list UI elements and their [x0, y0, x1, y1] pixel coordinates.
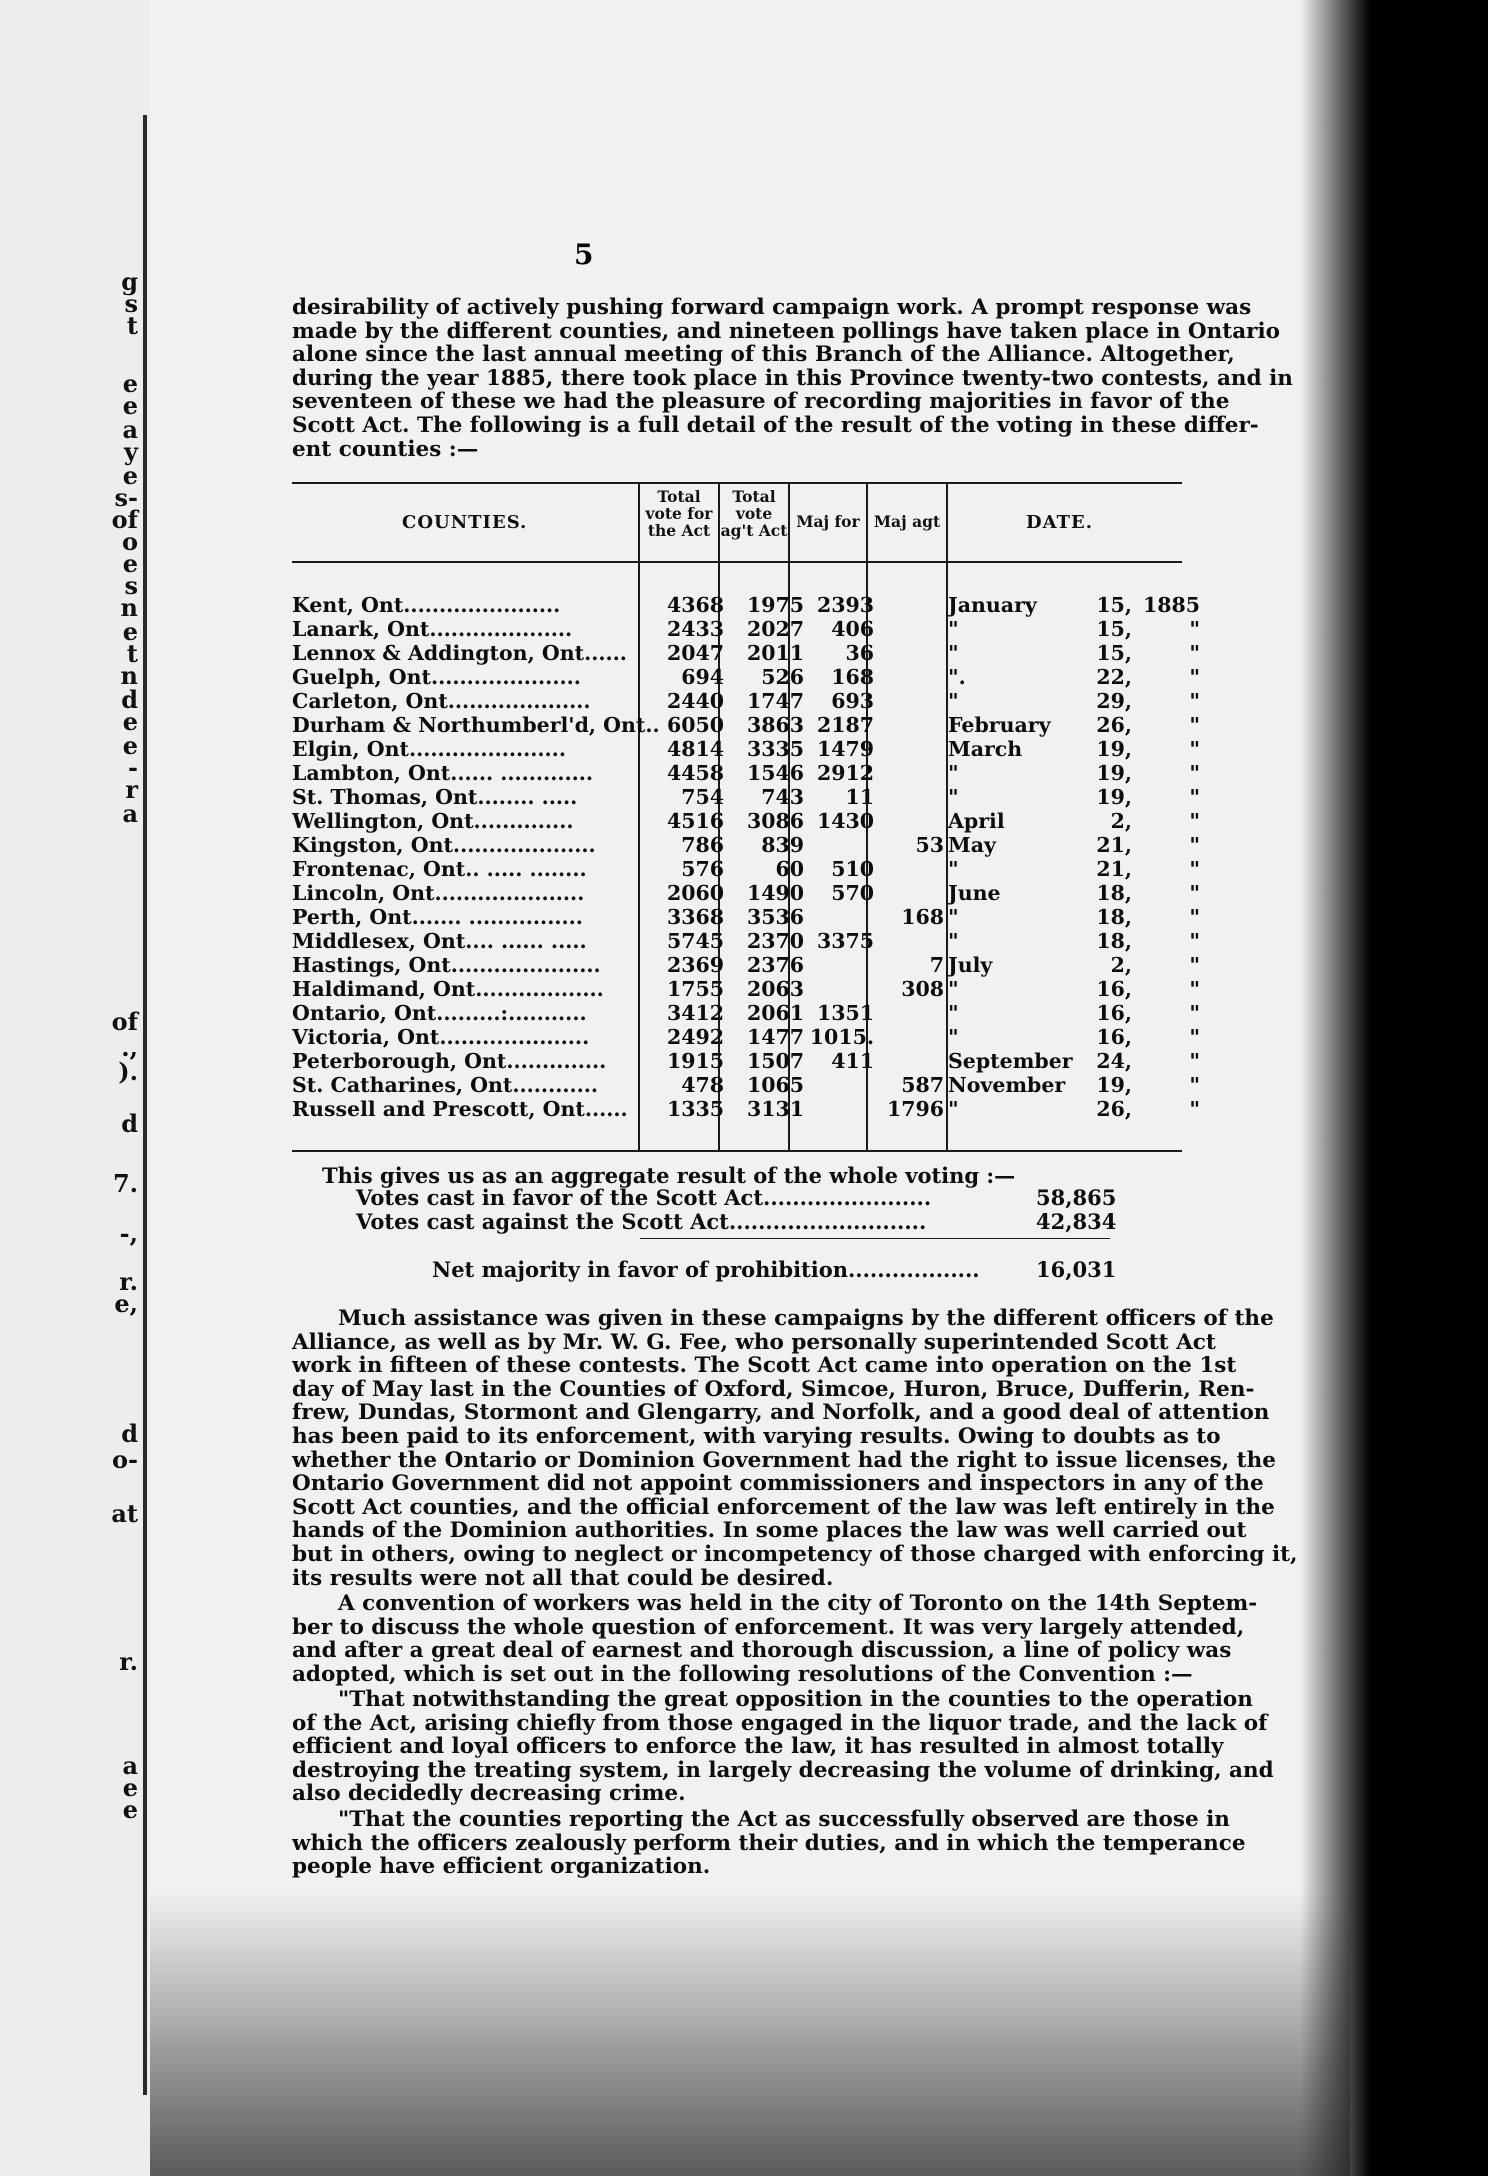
cell-month: "	[948, 785, 959, 809]
fragment-text: of	[111, 505, 138, 534]
cell-year: "	[1189, 929, 1200, 953]
cell-day: 2,	[1110, 809, 1132, 833]
cell-county: Middlesex, Ont.... ...... .....	[292, 929, 587, 953]
cell-county: Hastings, Ont.....................	[292, 953, 601, 977]
text-line: Ontario Government did not appoint commissioners and inspectors in any of the	[292, 1471, 1264, 1497]
fragment-text: at	[111, 1499, 138, 1528]
cell-day: 15,	[1096, 593, 1132, 617]
cell-year: "	[1189, 1073, 1200, 1097]
summary-favor-label: Votes cast in favor of the Scott Act.......................	[356, 1185, 932, 1210]
cell-year: "	[1189, 641, 1200, 665]
cell-agt: 2061	[746, 1001, 804, 1025]
cell-for: 1915	[666, 1049, 724, 1073]
fragment-text: r.	[119, 1647, 138, 1676]
cell-county: Ontario, Ont.........:...........	[292, 1001, 587, 1025]
table-row	[292, 833, 1200, 857]
fragment-text: of	[111, 1007, 138, 1036]
fragment-text: n	[120, 661, 138, 690]
cell-month: "	[948, 929, 959, 953]
cell-day: 19,	[1096, 1073, 1132, 1097]
header-maj-for: Maj for	[796, 512, 860, 531]
table-row	[292, 1001, 1200, 1025]
cell-county: Lennox & Addington, Ont......	[292, 641, 627, 665]
cell-year: "	[1189, 737, 1200, 761]
fragment-text: -,	[119, 1219, 138, 1248]
cell-county: Peterborough, Ont..............	[292, 1049, 607, 1073]
cell-maj-for: 693	[831, 689, 874, 713]
cell-day: 15,	[1096, 641, 1132, 665]
cell-agt: 2370	[746, 929, 804, 953]
cell-year: "	[1189, 1049, 1200, 1073]
text-line: made by the different counties, and nineteen pollings have taken place in Ontario	[292, 318, 1280, 344]
fragment-text: r.	[119, 1267, 138, 1296]
cell-county: Kent, Ont......................	[292, 593, 561, 617]
table-row	[292, 761, 1200, 785]
cell-maj-for: 1015.	[809, 1025, 874, 1049]
cell-year: "	[1189, 1097, 1200, 1121]
text-line: A convention of workers was held in the city of Toronto on the 14th Septem-	[338, 1591, 1258, 1616]
cell-month: "	[948, 977, 959, 1001]
body-paragraph-2	[292, 1591, 1258, 1687]
fragment-text: o	[121, 527, 138, 556]
cell-agt: 3863	[746, 713, 804, 737]
cell-maj-for: 1479	[816, 737, 874, 761]
cell-for: 2369	[666, 953, 724, 977]
fragment-text: e	[122, 369, 138, 398]
cell-year: "	[1189, 857, 1200, 881]
text-line: hands of the Dominion authorities. In some places the law was well carried out	[292, 1518, 1247, 1544]
cell-month: November	[948, 1073, 1066, 1097]
text-line: frew, Dundas, Stormont and Glengarry, and Norfolk, and a good deal of attention	[292, 1400, 1270, 1426]
cell-day: 29,	[1096, 689, 1132, 713]
cell-for: 2060	[666, 881, 724, 905]
fragment-text: n	[120, 593, 138, 622]
cell-agt: 3536	[746, 905, 804, 929]
fragment-text: s	[124, 289, 138, 318]
cell-day: 19,	[1096, 761, 1132, 785]
table-row	[292, 641, 1200, 665]
fragment-text: e	[122, 549, 138, 578]
cell-month: "	[948, 857, 959, 881]
text-line: alone since the last annual meeting of this Branch of the Alliance. Altogether,	[292, 342, 1235, 368]
summary-rule	[640, 1238, 1110, 1239]
text-line: but in others, owing to neglect or incompetency of those charged with enforcing it,	[292, 1541, 1298, 1567]
cell-year: "	[1189, 953, 1200, 977]
fragment-text: g	[121, 267, 138, 296]
text-line: adopted, which is set out in the following resolutions of the Convention :—	[292, 1661, 1193, 1687]
cell-maj-for: 2187	[816, 713, 874, 737]
cell-maj-for: 570	[831, 881, 874, 905]
cell-maj-for: 3375	[816, 929, 874, 953]
scan-shading	[150, 1890, 1350, 2176]
text-line: and after a great deal of earnest and thorough discussion, a line of policy was	[292, 1638, 1232, 1664]
cell-for: 478	[681, 1073, 724, 1097]
fragment-text: e	[122, 391, 138, 420]
cell-day: 15,	[1096, 617, 1132, 641]
fragment-text: ).	[118, 1057, 138, 1086]
body-paragraph-4	[292, 1807, 1246, 1880]
cell-for: 2440	[666, 689, 724, 713]
text-line: efficient and loyal officers to enforce the law, it has resulted in almost totally	[292, 1734, 1224, 1760]
cell-agt: 1065	[746, 1073, 804, 1097]
cell-for: 4814	[666, 737, 724, 761]
cell-day: 21,	[1096, 833, 1132, 857]
cell-for: 754	[681, 785, 724, 809]
cell-day: 19,	[1096, 737, 1132, 761]
fragment-text: e	[122, 1773, 138, 1802]
table-row	[292, 1025, 1200, 1049]
cell-county: Haldimand, Ont..................	[292, 977, 604, 1001]
text-line: Much assistance was given in these campaigns by the different officers of the	[338, 1306, 1274, 1331]
table-row	[292, 905, 1200, 929]
text-line: ber to discuss the whole question of enforcement. It was very largely attended,	[292, 1614, 1245, 1640]
fragment-text: y	[124, 437, 138, 466]
cell-month: January	[948, 593, 1037, 617]
cell-agt: 1747	[746, 689, 804, 713]
fragment-text: e	[122, 1795, 138, 1824]
cell-agt: 2027	[746, 617, 804, 641]
table-row	[292, 1049, 1200, 1073]
table-row	[292, 713, 1200, 737]
cell-county: St. Thomas, Ont........ .....	[292, 785, 578, 809]
cell-agt: 526	[761, 665, 804, 689]
cell-for: 1755	[666, 977, 724, 1001]
cell-month: July	[948, 953, 993, 977]
table-row	[292, 881, 1200, 905]
cell-for: 2492	[666, 1025, 724, 1049]
cell-month: "	[948, 617, 959, 641]
text-line: "That notwithstanding the great opposition in the counties to the operation	[338, 1687, 1253, 1712]
fragment-text: s	[124, 571, 138, 600]
table-row	[292, 617, 1200, 641]
summary-against-label: Votes cast against the Scott Act...........................	[356, 1209, 927, 1234]
fragment-text: o-	[112, 1445, 138, 1474]
cell-county: Victoria, Ont.....................	[292, 1025, 590, 1049]
cell-agt: 2376	[746, 953, 804, 977]
cell-year: "	[1189, 881, 1200, 905]
cell-agt: 1507	[746, 1049, 804, 1073]
table-row	[292, 593, 1200, 617]
cell-maj-for: 411	[831, 1049, 874, 1073]
cell-for: 786	[681, 833, 724, 857]
cell-agt: 1490	[746, 881, 804, 905]
text-line: Scott Act. The following is a full detail of the result of the voting in these differ-	[292, 412, 1259, 438]
fragment-text: t	[126, 639, 138, 668]
cell-for: 4516	[666, 809, 724, 833]
table-row	[292, 689, 1200, 713]
cell-day: 22,	[1096, 665, 1132, 689]
fragment-text: e	[122, 461, 138, 490]
text-line: of the Act, arising chiefly from those engaged in the liquor trade, and the lack of	[292, 1710, 1268, 1736]
cell-maj-for: 1351	[816, 1001, 874, 1025]
cell-month: "	[948, 641, 959, 665]
fragment-text: s-	[114, 483, 138, 512]
header-total-against: Total vote ag't Act	[720, 487, 788, 540]
cell-maj-agt: 7	[929, 953, 944, 977]
cell-day: 19,	[1096, 785, 1132, 809]
cell-month: "	[948, 689, 959, 713]
header-total-for: Total vote for the Act	[645, 487, 713, 540]
cell-agt: 2011	[746, 641, 804, 665]
intro-paragraph	[292, 295, 1293, 462]
cell-maj-for: 168	[831, 665, 874, 689]
cell-for: 576	[681, 857, 724, 881]
cell-county: Durham & Northumberl'd, Ont..	[292, 713, 660, 737]
fragment-text: t	[126, 311, 138, 340]
cell-for: 4368	[666, 593, 724, 617]
cell-month: September	[948, 1049, 1073, 1073]
cell-agt: 1477	[746, 1025, 804, 1049]
summary-against-value: 42,834	[1036, 1209, 1117, 1234]
cell-agt: 839	[761, 833, 804, 857]
cell-year: "	[1189, 977, 1200, 1001]
cell-agt: 3086	[746, 809, 804, 833]
cell-county: Frontenac, Ont.. ..... ........	[292, 857, 587, 881]
cell-month: June	[948, 881, 1001, 905]
cell-day: 18,	[1096, 929, 1132, 953]
fragment-text: -	[128, 753, 138, 782]
table-row	[292, 953, 1200, 977]
cell-month: "	[948, 905, 959, 929]
table-row	[292, 977, 1200, 1001]
cell-year: "	[1189, 905, 1200, 929]
cell-agt: 1975	[746, 593, 804, 617]
page-edge-shadow	[1300, 0, 1370, 2176]
fragment-text: e	[122, 707, 138, 736]
cell-for: 2433	[666, 617, 724, 641]
fragment-text: .,	[121, 1033, 138, 1062]
cell-county: St. Catharines, Ont............	[292, 1073, 599, 1097]
cell-county: Lincoln, Ont.....................	[292, 881, 585, 905]
table-header-rule	[292, 561, 1182, 563]
fragment-text: d	[121, 1109, 138, 1138]
cell-maj-agt: 53	[915, 833, 944, 857]
cell-month: February	[948, 713, 1051, 737]
cell-year: "	[1189, 761, 1200, 785]
text-line: whether the Ontario or Dominion Government had the right to issue licenses, the	[292, 1447, 1276, 1473]
cell-maj-for: 1430	[816, 809, 874, 833]
cell-county: Wellington, Ont..............	[292, 809, 574, 833]
fragment-text: d	[121, 685, 138, 714]
table-row	[292, 857, 1200, 881]
fragment-text: a	[122, 415, 138, 444]
cell-county: Russell and Prescott, Ont......	[292, 1097, 628, 1121]
fragment-text: r	[125, 775, 138, 804]
text-line: its results were not all that could be desired.	[292, 1565, 834, 1591]
summary-favor-value: 58,865	[1036, 1185, 1117, 1210]
fragment-text: e,	[114, 1289, 138, 1318]
cell-month: "	[948, 1097, 959, 1121]
fragment-text: e	[122, 617, 138, 646]
cell-county: Lambton, Ont...... .............	[292, 761, 594, 785]
text-line: work in fifteen of these contests. The Scott Act came into operation on the 1st	[292, 1353, 1237, 1379]
table-row	[292, 737, 1200, 761]
cell-maj-for: 2393	[816, 593, 874, 617]
cell-day: 16,	[1096, 1001, 1132, 1025]
text-line: Scott Act counties, and the official enforcement of the law was left entirely in the	[292, 1494, 1275, 1520]
page-number: 5	[574, 238, 594, 271]
text-line: during the year 1885, there took place in this Province twenty-two contests, and in	[292, 365, 1293, 391]
table-row	[292, 1097, 1200, 1121]
cell-for: 4458	[666, 761, 724, 785]
table-row	[292, 665, 1200, 689]
text-line: day of May last in the Counties of Oxford, Simcoe, Huron, Bruce, Dufferin, Ren-	[292, 1376, 1255, 1402]
text-line: "That the counties reporting the Act as successfully observed are those in	[338, 1807, 1230, 1832]
text-line: ent counties :—	[292, 436, 479, 462]
cell-month: ".	[948, 665, 966, 689]
cell-year: "	[1189, 713, 1200, 737]
fragment-text: 7.	[112, 1169, 138, 1198]
table-row	[292, 785, 1200, 809]
cell-agt: 1546	[746, 761, 804, 785]
cell-county: Carleton, Ont....................	[292, 689, 591, 713]
text-line: has been paid to its enforcement, with varying results. Owing to doubts as to	[292, 1423, 1221, 1449]
text-line: Alliance, as well as by Mr. W. G. Fee, who personally superintended Scott Act	[292, 1329, 1216, 1355]
cell-county: Kingston, Ont....................	[292, 833, 596, 857]
summary-net-label: Net majority in favor of prohibition..................	[432, 1257, 980, 1282]
cell-year: "	[1189, 665, 1200, 689]
table-bottom-rule	[292, 1150, 1182, 1152]
cell-day: 26,	[1096, 1097, 1132, 1121]
body-paragraph-1	[292, 1306, 1298, 1591]
cell-day: 18,	[1096, 881, 1132, 905]
cell-year: "	[1189, 689, 1200, 713]
cell-agt: 3131	[746, 1097, 804, 1121]
cell-agt: 60	[775, 857, 804, 881]
cell-for: 1335	[666, 1097, 724, 1121]
cell-year: "	[1189, 1001, 1200, 1025]
body-paragraph-3	[292, 1687, 1274, 1807]
cell-county: Lanark, Ont....................	[292, 617, 573, 641]
cell-month: May	[948, 833, 996, 857]
cell-maj-for: 36	[845, 641, 874, 665]
cell-year: 1885	[1142, 593, 1200, 617]
cell-month: "	[948, 761, 959, 785]
cell-agt: 2063	[746, 977, 804, 1001]
summary-intro: This gives us as an aggregate result of the whole voting :—	[322, 1163, 1016, 1188]
header-date: DATE.	[1026, 512, 1093, 533]
fragment-text: e	[122, 731, 138, 760]
cell-maj-agt: 308	[901, 977, 944, 1001]
text-line: seventeen of these we had the pleasure of recording majorities in favor of the	[292, 389, 1230, 415]
cell-month: "	[948, 1025, 959, 1049]
cell-maj-for: 510	[831, 857, 874, 881]
cell-county: Elgin, Ont......................	[292, 737, 566, 761]
cell-for: 3412	[666, 1001, 724, 1025]
cell-year: "	[1189, 785, 1200, 809]
cell-day: 26,	[1096, 713, 1132, 737]
cell-maj-for: 11	[845, 785, 874, 809]
cell-county: Guelph, Ont.....................	[292, 665, 581, 689]
cell-maj-agt: 168	[901, 905, 944, 929]
cell-for: 6050	[666, 713, 724, 737]
text-line: destroying the treating system, in largely decreasing the volume of drinking, and	[292, 1757, 1274, 1783]
cell-month: April	[948, 809, 1005, 833]
text-line: desirability of actively pushing forward campaign work. A prompt response was	[292, 295, 1252, 320]
cell-day: 18,	[1096, 905, 1132, 929]
fragment-text: a	[122, 1751, 138, 1780]
fragment-text: d	[121, 1419, 138, 1448]
cell-agt: 743	[761, 785, 804, 809]
text-line: also decidedly decreasing crime.	[292, 1781, 686, 1807]
text-line: people have efficient organization.	[292, 1854, 711, 1880]
page-gutter-rule	[143, 115, 147, 2095]
cell-day: 21,	[1096, 857, 1132, 881]
cell-month: "	[948, 1001, 959, 1025]
text-line: which the officers zealously perform their duties, and in which the temperance	[292, 1830, 1246, 1856]
cell-for: 5745	[666, 929, 724, 953]
table-row	[292, 1073, 1200, 1097]
cell-for: 3368	[666, 905, 724, 929]
fragment-text: a	[122, 799, 138, 828]
cell-year: "	[1189, 809, 1200, 833]
cell-year: "	[1189, 617, 1200, 641]
summary-net-value: 16,031	[1036, 1257, 1117, 1282]
cell-agt: 3335	[746, 737, 804, 761]
cell-maj-for: 2912	[816, 761, 874, 785]
cell-maj-agt: 587	[901, 1073, 944, 1097]
table-top-rule	[292, 482, 1182, 484]
cell-year: "	[1189, 833, 1200, 857]
header-counties: COUNTIES.	[402, 512, 528, 533]
cell-day: 16,	[1096, 1025, 1132, 1049]
cell-month: March	[948, 737, 1023, 761]
cell-for: 694	[681, 665, 724, 689]
cell-day: 16,	[1096, 977, 1132, 1001]
cell-county: Perth, Ont....... ................	[292, 905, 583, 929]
table-row	[292, 809, 1200, 833]
cell-year: "	[1189, 1025, 1200, 1049]
cell-maj-agt: 1796	[886, 1097, 944, 1121]
cell-day: 24,	[1096, 1049, 1132, 1073]
table-row	[292, 929, 1200, 953]
cell-for: 2047	[666, 641, 724, 665]
cell-day: 2,	[1110, 953, 1132, 977]
cell-maj-for: 406	[831, 617, 874, 641]
header-maj-agt: Maj agt	[873, 512, 941, 531]
